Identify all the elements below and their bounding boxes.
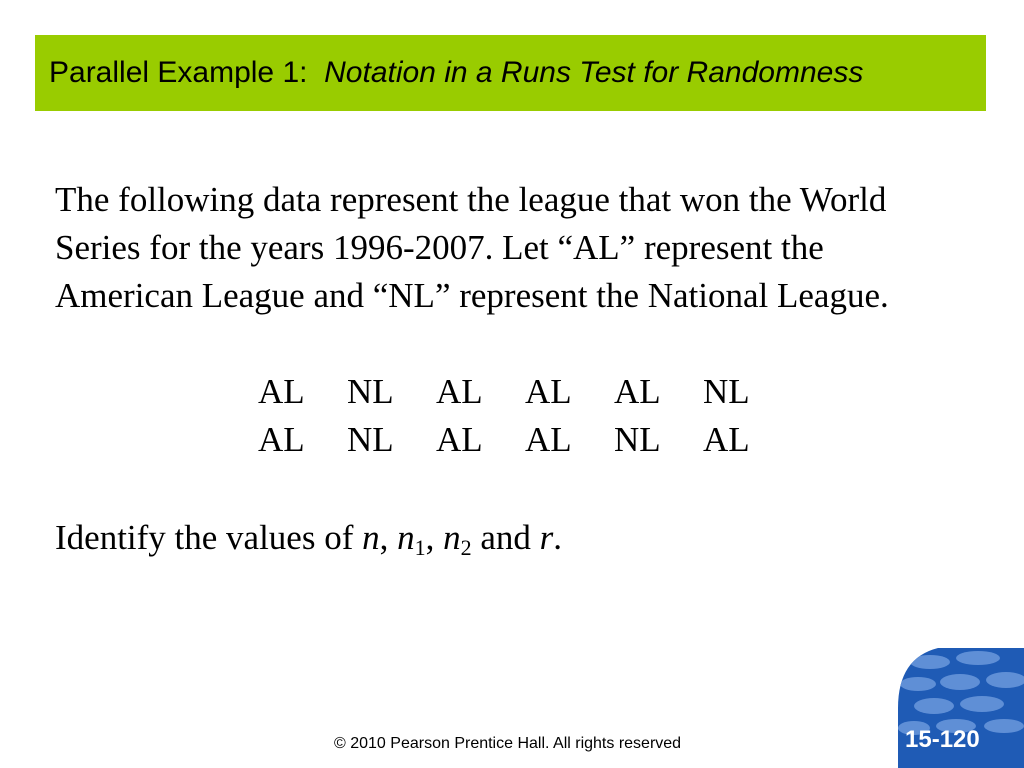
data-cell: AL [525, 372, 572, 411]
var-r: r [539, 518, 554, 557]
var-n: n [362, 518, 380, 557]
data-cell: NL [347, 420, 394, 459]
var-n2: n [443, 518, 461, 557]
var-n2-subscript: 2 [460, 535, 472, 560]
question-lead: Identify the values of [55, 518, 363, 557]
question-comma-2: , [425, 518, 444, 557]
data-cell: AL [436, 420, 483, 459]
question-text [55, 514, 562, 562]
data-cell: AL [703, 420, 750, 459]
question-and: and [471, 518, 540, 557]
title-prefix: Parallel Example 1: [49, 56, 308, 89]
data-cell: AL [258, 420, 305, 459]
question-comma-1: , [379, 518, 398, 557]
data-cell: AL [436, 372, 483, 411]
title-subtitle: Notation in a Runs Test for Randomness [324, 56, 864, 89]
var-n1-subscript: 1 [414, 535, 426, 560]
data-cell: AL [614, 372, 661, 411]
data-cell: AL [258, 372, 305, 411]
title-bar [35, 35, 986, 111]
data-cell: AL [525, 420, 572, 459]
data-row-1 [258, 368, 792, 416]
copyright-text: © 2010 Pearson Prentice Hall. All rights reserved [334, 735, 682, 752]
var-n1: n [397, 518, 415, 557]
body-paragraph-container [55, 176, 955, 320]
question-end: . [553, 518, 563, 557]
body-paragraph: The following data represent the league that won the World Series for the years 1996-2007. Let “AL” represent the American League and “NL” represent the National League. [55, 180, 889, 315]
data-cell: NL [347, 372, 394, 411]
data-cell: NL [614, 420, 661, 459]
data-row-2 [258, 416, 792, 464]
data-cell: NL [703, 372, 750, 411]
page-number: 15-120 [905, 726, 980, 753]
